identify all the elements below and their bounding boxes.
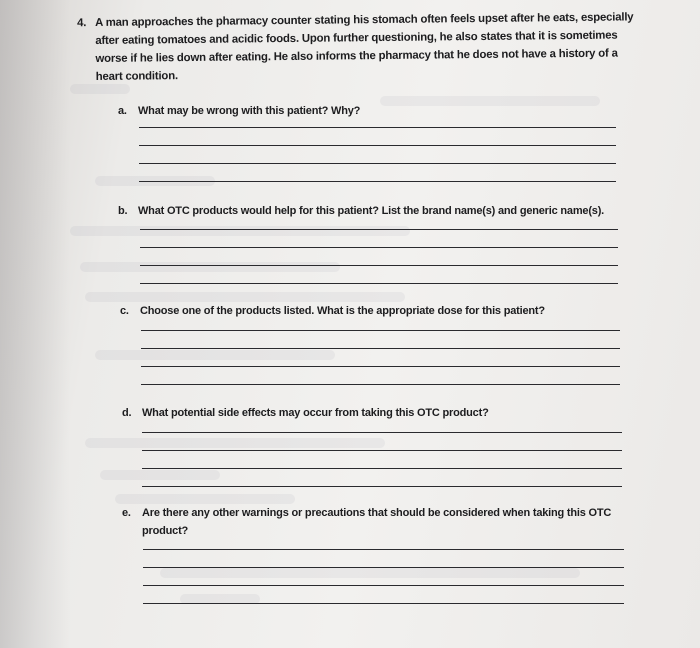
bleed-through-mark — [70, 226, 410, 236]
answer-line-a4[interactable] — [139, 181, 616, 182]
answer-line-a2[interactable] — [139, 145, 616, 146]
answer-line-c2[interactable] — [141, 348, 620, 349]
part-d-text: What potential side effects may occur from taking this OTC product? — [142, 407, 489, 419]
bleed-through-mark — [115, 494, 295, 504]
bleed-through-mark — [85, 438, 385, 448]
part-b-prompt — [118, 202, 638, 220]
bleed-through-mark — [95, 350, 335, 360]
part-e-text: Are there any other warnings or precautions that should be considered when taking this OTC product? — [142, 507, 612, 537]
answer-line-e2[interactable] — [143, 567, 624, 568]
question-text: A man approaches the pharmacy counter stating his stomach often feels upset after he eats, especially after eating tomatoes and acidic foods. Upon further questioning, he also states that it is sometimes worse if he lies down after eating. He also informs the pharmacy that he does not have a history of a heart condition. — [95, 11, 634, 83]
answer-line-d4[interactable] — [142, 486, 622, 487]
answer-line-b1[interactable] — [140, 229, 618, 230]
answer-line-a1[interactable] — [139, 127, 616, 128]
part-e-prompt — [122, 504, 632, 540]
part-a-text: What may be wrong with this patient? Why? — [138, 105, 361, 117]
page-shadow — [0, 0, 70, 648]
question-4 — [77, 8, 636, 86]
question-number: 4. — [77, 17, 87, 30]
answer-line-b2[interactable] — [140, 247, 618, 248]
part-a-prompt — [118, 102, 618, 120]
bleed-through-mark — [160, 568, 580, 578]
part-c-text: Choose one of the products listed. What is the appropriate dose for this patient? — [140, 305, 545, 317]
part-c-prompt — [120, 302, 620, 320]
answer-line-b4[interactable] — [140, 283, 618, 284]
part-d-prompt — [122, 404, 622, 422]
part-a-letter: a. — [118, 105, 127, 117]
part-e-letter: e. — [122, 507, 131, 519]
answer-line-e3[interactable] — [143, 585, 624, 586]
part-d-letter: d. — [122, 407, 132, 419]
answer-line-d2[interactable] — [142, 450, 622, 451]
answer-line-d1[interactable] — [142, 432, 622, 433]
bleed-through-mark — [100, 470, 220, 480]
answer-line-b3[interactable] — [140, 265, 618, 266]
part-b-text: What OTC products would help for this patient? List the brand name(s) and generic name(s). — [138, 205, 605, 217]
answer-line-c4[interactable] — [141, 384, 620, 385]
answer-line-e1[interactable] — [143, 549, 624, 550]
part-c-letter: c. — [120, 305, 129, 317]
answer-line-c1[interactable] — [141, 330, 620, 331]
answer-line-e4[interactable] — [143, 603, 624, 604]
bleed-through-mark — [85, 292, 405, 302]
answer-line-d3[interactable] — [142, 468, 622, 469]
bleed-through-mark — [80, 262, 340, 272]
answer-line-a3[interactable] — [139, 163, 616, 164]
answer-line-c3[interactable] — [141, 366, 620, 367]
part-b-letter: b. — [118, 205, 128, 217]
